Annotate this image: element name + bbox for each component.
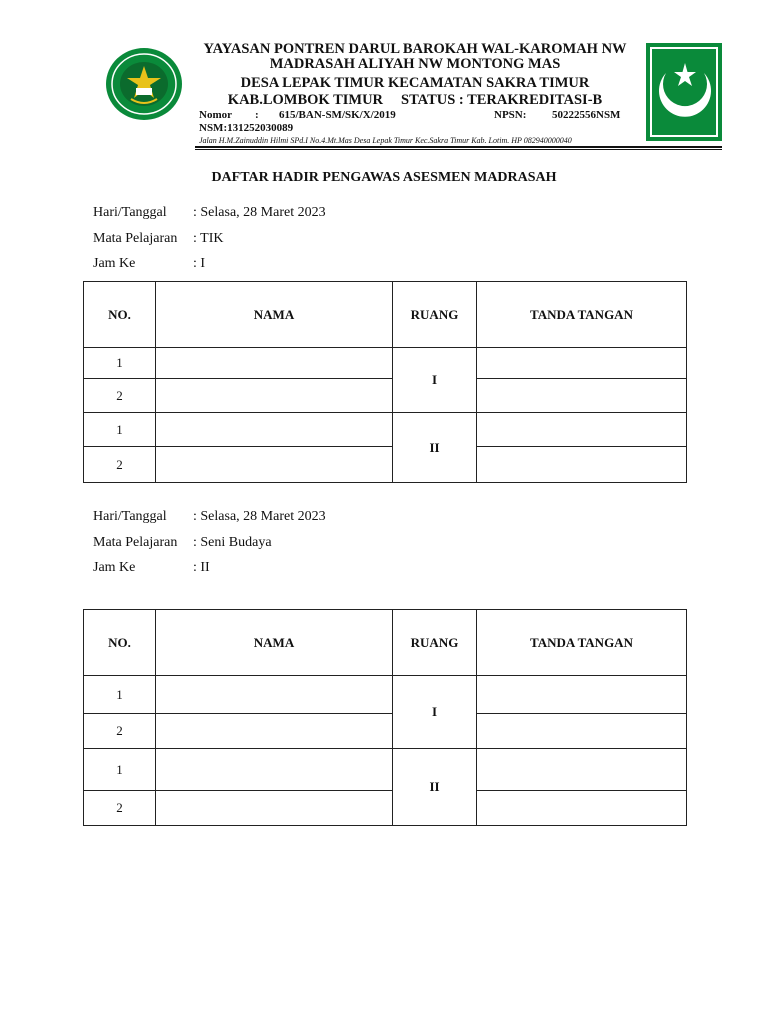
- subject-label: Mata Pelajaran: [93, 535, 178, 550]
- npsn-value: 50222556NSM: [552, 109, 621, 121]
- header-no: NO.: [84, 610, 156, 676]
- signature-cell[interactable]: [477, 714, 687, 749]
- nahdlatul-wathan-crescent-icon: [646, 43, 722, 141]
- nomor-label: Nomor: [199, 109, 232, 121]
- signature-cell[interactable]: [477, 676, 687, 714]
- row-number: 1: [84, 413, 156, 447]
- period-value: : II: [193, 560, 210, 575]
- table-row: [84, 447, 687, 483]
- nomor-value: 615/BAN-SM/SK/X/2019: [279, 109, 396, 121]
- document-title: DAFTAR HADIR PENGAWAS ASESMEN MADRASAH: [211, 170, 557, 185]
- header-no: NO.: [84, 282, 156, 348]
- signature-cell[interactable]: [477, 379, 687, 413]
- signature-cell[interactable]: [477, 447, 687, 483]
- name-cell[interactable]: [156, 379, 393, 413]
- signature-cell[interactable]: [477, 348, 687, 379]
- period-label: Jam Ke: [93, 560, 136, 575]
- day-value: : Selasa, 28 Maret 2023: [193, 205, 326, 220]
- table-row: [84, 791, 687, 826]
- header-divider-thin: [195, 149, 722, 150]
- table-row: [84, 714, 687, 749]
- signature-cell[interactable]: [477, 749, 687, 791]
- school-status-line: [190, 92, 640, 109]
- name-cell[interactable]: [156, 413, 393, 447]
- attendance-table-1: [83, 281, 687, 483]
- header-room: RUANG: [393, 610, 477, 676]
- name-cell[interactable]: [156, 791, 393, 826]
- row-number: 1: [84, 348, 156, 379]
- period-label: Jam Ke: [93, 256, 136, 271]
- header-signature: TANDA TANGAN: [477, 282, 687, 348]
- day-label: Hari/Tanggal: [93, 509, 167, 524]
- regency-name: KAB.LOMBOK TIMUR: [227, 92, 384, 108]
- period-value: : I: [193, 256, 206, 271]
- signature-cell[interactable]: [477, 413, 687, 447]
- table-row: [84, 676, 687, 714]
- table-row: [84, 749, 687, 791]
- room-cell: I: [393, 348, 477, 413]
- name-cell[interactable]: [156, 749, 393, 791]
- madrasah-emblem-icon: [105, 47, 183, 121]
- subject-label: Mata Pelajaran: [93, 231, 178, 246]
- row-number: 2: [84, 379, 156, 413]
- subject-value: : TIK: [193, 231, 224, 246]
- room-cell: I: [393, 676, 477, 749]
- header-name: NAMA: [156, 610, 393, 676]
- nsm-value: NSM:131252030089: [199, 122, 294, 134]
- accreditation-status: STATUS : TERAKREDITASI-B: [401, 92, 603, 108]
- room-cell: II: [393, 413, 477, 483]
- header-room: RUANG: [393, 282, 477, 348]
- signature-cell[interactable]: [477, 791, 687, 826]
- row-number: 1: [84, 749, 156, 791]
- row-number: 2: [84, 447, 156, 483]
- header-divider: [195, 146, 722, 148]
- npsn-label: NPSN:: [494, 109, 527, 121]
- day-label: Hari/Tanggal: [93, 205, 167, 220]
- header-signature: TANDA TANGAN: [477, 610, 687, 676]
- name-cell[interactable]: [156, 447, 393, 483]
- school-name: MADRASAH ALIYAH NW MONTONG MAS: [269, 56, 561, 72]
- attendance-table-2: [83, 609, 687, 826]
- room-cell: II: [393, 749, 477, 826]
- day-value: : Selasa, 28 Maret 2023: [193, 509, 326, 524]
- name-cell[interactable]: [156, 348, 393, 379]
- header-name: NAMA: [156, 282, 393, 348]
- name-cell[interactable]: [156, 714, 393, 749]
- subject-value: : Seni Budaya: [193, 535, 272, 550]
- school-address: Jalan H.M.Zainuddin Hilmi SPd.I No.4.Mt.Mas Desa Lepak Timur Kec.Sakra Timur Kab. Lotim. HP 082940000040: [199, 136, 572, 145]
- table-row: [84, 379, 687, 413]
- name-cell[interactable]: [156, 676, 393, 714]
- row-number: 2: [84, 791, 156, 826]
- table-row: [84, 413, 687, 447]
- nomor-colon: :: [255, 109, 259, 121]
- row-number: 2: [84, 714, 156, 749]
- foundation-name: YAYASAN PONTREN DARUL BAROKAH WAL-KAROMAH NW: [203, 41, 627, 57]
- school-district: DESA LEPAK TIMUR KECAMATAN SAKRA TIMUR: [240, 75, 590, 91]
- table-row: [84, 348, 687, 379]
- row-number: 1: [84, 676, 156, 714]
